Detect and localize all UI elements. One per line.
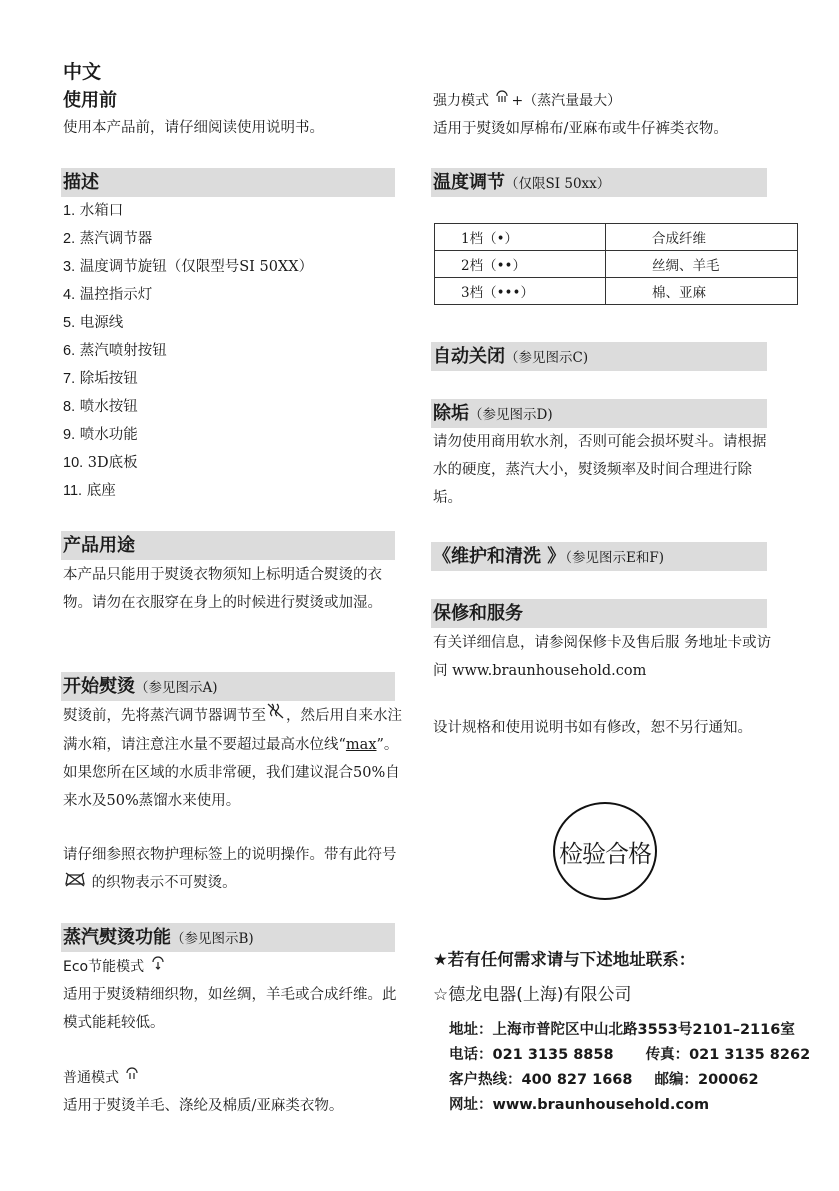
power-mode-desc: 适用于熨烫如厚棉布/亚麻布或牛仔裤类衣物。 [433,121,728,137]
description-list [63,197,313,505]
start-ironing-text-3: ”。如果您所在区域的水质非常硬，我们建议混合50%自来水及50%蒸馏水来使用。 [63,737,400,809]
list-item: 10. 3D底板 [63,455,138,471]
maintenance-ref: （参见图示E和F) [565,550,665,566]
power-mode-label [433,87,621,115]
table-cell: 1档（•） [435,224,606,251]
temperature-table [434,223,798,305]
phone-text: 电话：021 3135 8858 [449,1047,614,1063]
list-item: 2. 蒸汽调节器 [63,231,153,247]
table-cell: 3档（•••） [435,278,606,305]
temperature-title: 温度调节 [433,172,505,193]
auto-off-header [431,342,767,371]
auto-off-ref: （参见图示C) [505,350,589,366]
purpose-text: 本产品只能用于熨烫衣物须知上标明适合熨烫的衣物。请勿在衣服穿在身上的时候进行熨烫或加湿。 [63,567,382,611]
steam-header [61,923,395,952]
table-row [435,224,798,251]
purpose-title: 产品用途 [63,535,135,556]
notice-text: 设计规格和使用说明书如有修改，恕不另行通知。 [433,720,752,736]
list-item: 3. 温度调节旋钮（仅限型号SI 50XX） [63,259,314,275]
table-cell: 棉、亚麻 [606,278,798,305]
steam-normal-icon [123,1064,141,1092]
list-item: 5. 电源线 [63,315,124,331]
address-line: 地址：上海市普陀区中山北路3553号2101–2116室 [449,1022,795,1038]
language-heading: 中文 [63,61,102,83]
warranty-title: 保修和服务 [433,603,523,624]
maintenance-header [431,542,767,571]
start-ironing-header [61,672,395,701]
list-item: 7. 除垢按钮 [63,371,138,387]
care-label-paragraph [63,841,397,897]
temperature-ref: （仅限SI 50xx） [505,176,611,192]
table-row [435,278,798,305]
normal-mode-text: 普通模式 [63,1070,119,1086]
steam-off-icon [266,701,286,731]
start-ironing-text-2: ，然后用自来水注满水箱，请注意注水量不要超过最高水位线“ [63,708,402,753]
start-ironing-title: 开始熨烫 [63,676,135,697]
list-item: 4. 温控指示灯 [63,287,153,303]
website-line: 网址：www.braunhousehold.com [449,1097,710,1113]
postcode-text: 邮编：200062 [654,1072,759,1088]
care-label-text-1: 请仔细参照衣物护理标签上的说明操作。带有此符号 [63,847,397,863]
intro-text: 使用本产品前，请仔细阅读使用说明书。 [63,120,324,136]
fax-text: 传真：021 3135 8262 [645,1047,811,1063]
purpose-header [61,531,395,560]
seal-text: 检验合格 [559,839,651,868]
normal-mode-label [63,1064,141,1092]
descale-ref: （参见图示D) [469,407,553,423]
phone-fax-line [449,1042,810,1068]
inspection-seal [553,802,657,900]
list-item: 1. 水箱口 [63,203,124,219]
intro-title: 使用前 [63,90,117,111]
list-item: 6. 蒸汽喷射按钮 [63,343,167,359]
care-label-text-2: 的织物表示不可熨烫。 [91,875,237,891]
steam-low-icon [149,953,167,981]
warranty-header [431,599,767,628]
list-item: 11. 底座 [63,483,116,499]
maintenance-title: 《维护和清洗 》 [433,546,566,567]
company-name: ☆德龙电器(上海)有限公司 [433,985,632,1005]
steam-title: 蒸汽熨烫功能 [63,927,171,948]
table-row [435,251,798,278]
eco-mode-text: Eco节能模式 [63,959,145,975]
list-item: 9. 喷水功能 [63,427,138,443]
power-mode-suffix: +（蒸汽量最大） [511,93,622,109]
auto-off-title: 自动关闭 [433,346,505,367]
temperature-header [431,168,767,197]
start-ironing-text-1: 熨烫前，先将蒸汽调节器调节至 [63,708,266,724]
steam-ref: （参见图示B) [171,931,254,947]
steam-max-icon [493,87,511,115]
list-item: 8. 喷水按钮 [63,399,138,415]
eco-mode-label [63,953,167,981]
table-cell: 合成纤维 [606,224,798,251]
table-cell: 2档（••） [435,251,606,278]
start-ironing-paragraph [63,701,405,815]
no-iron-icon [63,869,87,897]
hotline-text: 客户热线：400 827 1668 [449,1072,633,1088]
descale-title: 除垢 [433,403,469,424]
descale-header [431,399,767,428]
start-ironing-ref: （参见图示A) [135,680,218,696]
description-header [61,168,395,197]
warranty-text: 有关详细信息，请参阅保修卡及售后服 务地址卡或访问 www.braunhousehold.com [433,635,772,679]
power-mode-text: 强力模式 [433,93,489,109]
description-title: 描述 [63,172,99,193]
normal-mode-desc: 适用于熨烫羊毛、涤纶及棉质/亚麻类衣物。 [63,1098,344,1114]
table-cell: 丝绸、羊毛 [606,251,798,278]
max-mark: max [345,737,377,753]
hotline-postcode-line [449,1067,759,1093]
descale-text: 请勿使用商用软水剂，否则可能会损坏熨斗。请根据水的硬度，蒸汽大小，熨烫频率及时间合理进行除垢。 [433,434,767,506]
eco-mode-text-desc: 适用于熨烫精细织物，如丝绸，羊毛或合成纤维。此模式能耗较低。 [63,987,397,1031]
contact-heading: ★若有任何需求请与下述地址联系： [433,950,696,969]
